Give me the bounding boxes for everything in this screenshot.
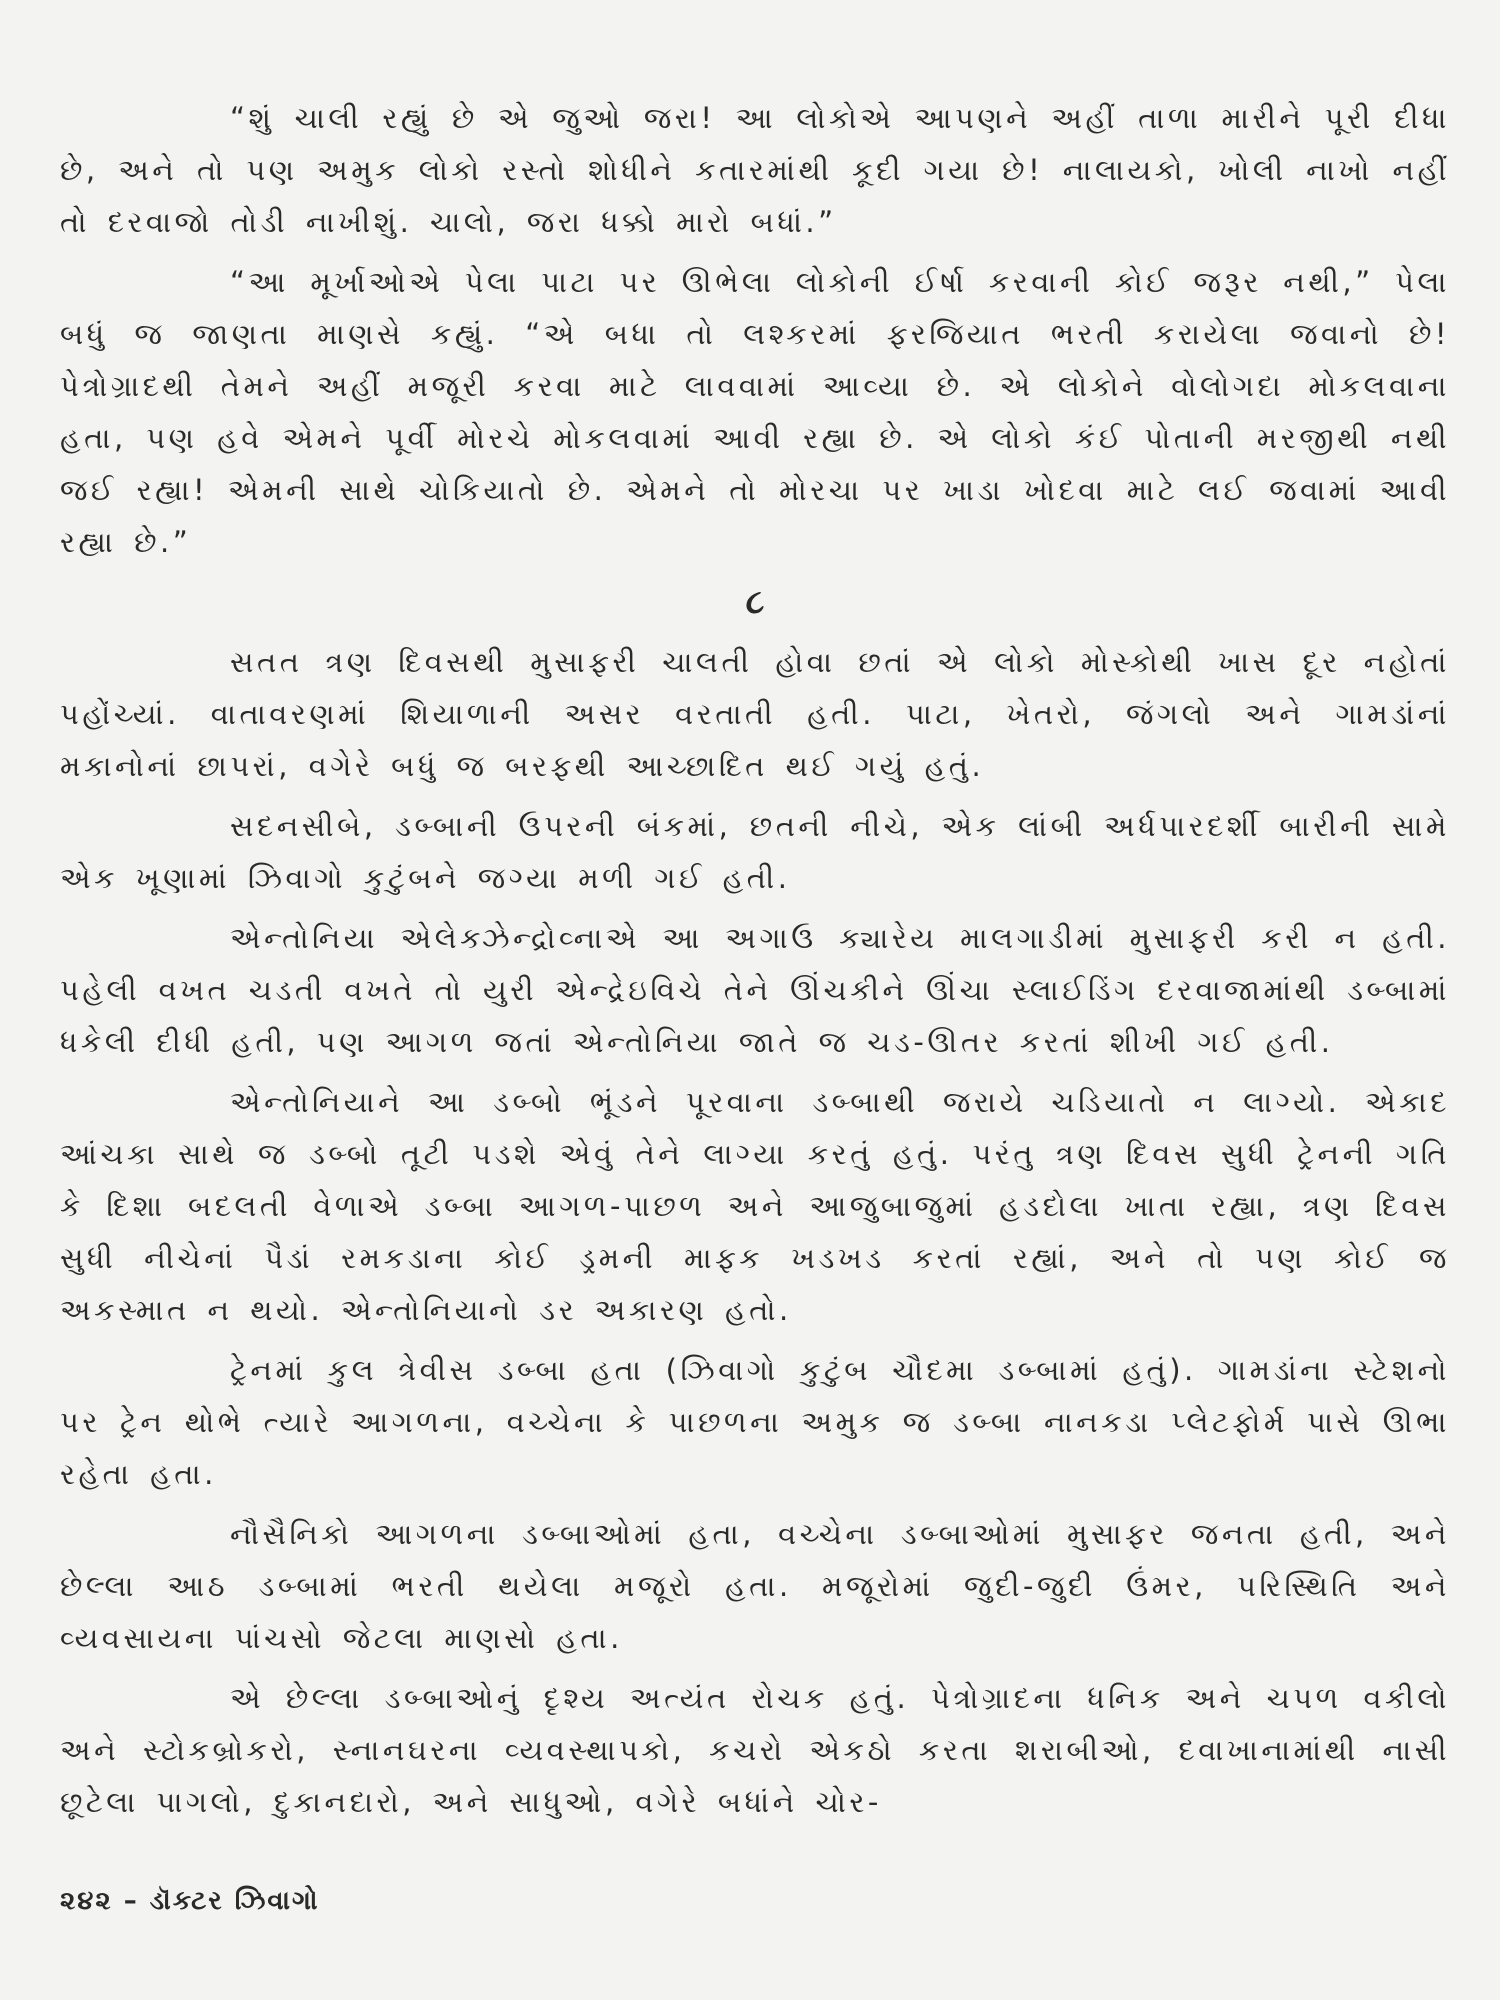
paragraph: નૌસૈનિકો આગળના ડબ્બાઓમાં હતા, વચ્ચેના ડબ્બાઓમાં મુસાફર જનતા હતી, અને છેલ્લા આઠ ડબ્બામાં ભરતી થયેલા મજૂરો હતા. મજૂરોમાં જુદી-જુદી ઉંમર, પરિસ્થિતિ અને વ્યવસાયના પાંચસો જેટલા માણસો હતા. xyxy=(60,1517,1450,1655)
paragraph: સદનસીબે, ડબ્બાની ઉપરની બંકમાં, છતની નીચે, એક લાંબી અર્ધપારદર્શી બારીની સામે એક ખૂણામાં ઝિવાગો કુટુંબને જગ્યા મળી ગઈ હતી. xyxy=(60,809,1450,895)
page-body xyxy=(60,92,1450,1836)
paragraph: “શું ચાલી રહ્યું છે એ જુઓ જરા! આ લોકોએ આપણને અહીં તાળા મારીને પૂરી દીધા છે, અને તો પણ અમુક લોકો રસ્તો શોધીને કતારમાંથી કૂદી ગયા છે! નાલાયકો, ખોલી નાખો નહીં તો દરવાજો તોડી નાખીશું. ચાલો, જરા ધક્કો મારો બધાં.” xyxy=(60,101,1450,239)
paragraph: એન્તોનિયા એલેક્ઝેન્દ્રોવ્નાએ આ અગાઉ ક્યારેય માલગાડીમાં મુસાફરી કરી ન હતી. પહેલી વખત ચડતી વખતે તો યુરી એન્દ્રેઇવિચે તેને ઊંચકીને ઊંચા સ્લાઈડિંગ દરવાજામાંથી ડબ્બામાં ધકેલી દીધી હતી, પણ આગળ જતાં એન્તોનિયા જાતે જ ચડ-ઊતર કરતાં શીખી ગઈ હતી. xyxy=(60,921,1450,1059)
page-footer: ૨૪૨ – ડૉક્ટર ઝિવાગો xyxy=(60,1886,320,1916)
paragraph: ટ્રેનમાં કુલ ત્રેવીસ ડબ્બા હતા (ઝિવાગો કુટુંબ ચૌદમા ડબ્બામાં હતું). ગામડાંના સ્ટેશનો પર ટ્રેન થોભે ત્યારે આગળના, વચ્ચેના કે પાછળના અમુક જ ડબ્બા નાનકડા પ્લેટફોર્મ પાસે ઊભા રહેતા હતા. xyxy=(60,1353,1450,1491)
paragraph: સતત ત્રણ દિવસથી મુસાફરી ચાલતી હોવા છતાં એ લોકો મોસ્કોથી ખાસ દૂર નહોતાં પહોંચ્યાં. વાતાવરણમાં શિયાળાની અસર વરતાતી હતી. પાટા, ખેતરો, જંગલો અને ગામડાંનાં મકાનોનાં છાપરાં, વગેરે બધું જ બરફથી આચ્છાદિત થઈ ગયું હતું. xyxy=(60,645,1450,783)
paragraph: “આ મૂર્ખાઓએ પેલા પાટા પર ઊભેલા લોકોની ઈર્ષા કરવાની કોઈ જરૂર નથી,” પેલા બધું જ જાણતા માણસે કહ્યું. “એ બધા તો લશ્કરમાં ફરજિયાત ભરતી કરાયેલા જવાનો છે! પેત્રોગ્રાદથી તેમને અહીં મજૂરી કરવા માટે લાવવામાં આવ્યા છે. એ લોકોને વોલોગદા મોકલવાના હતા, પણ હવે એમને પૂર્વી મોરચે મોકલવામાં આવી રહ્યા છે. એ લોકો કંઈ પોતાની મરજીથી નથી જઈ રહ્યા! એમની સાથે ચોકિયાતો છે. એમને તો મોરચા પર ખાડા ખોદવા માટે લઈ જવામાં આવી રહ્યા છે.” xyxy=(60,265,1450,559)
paragraph: એ છેલ્લા ડબ્બાઓનું દૃશ્ય અત્યંત રોચક હતું. પેત્રોગ્રાદના ધનિક અને ચપળ વકીલો અને સ્ટોકબ્રોકરો, સ્નાનઘરના વ્યવસ્થાપકો, કચરો એકઠો કરતા શરાબીઓ, દવાખાનામાંથી નાસી છૂટેલા પાગલો, દુકાનદારો, અને સાધુઓ, વગેરે બધાંને ચોર- xyxy=(60,1681,1450,1819)
chapter-number: ૮ xyxy=(745,582,765,622)
paragraph: એન્તોનિયાને આ ડબ્બો ભૂંડને પૂરવાના ડબ્બાથી જરાયે ચડિયાતો ન લાગ્યો. એકાદ આંચકા સાથે જ ડબ્બો તૂટી પડશે એવું તેને લાગ્યા કરતું હતું. પરંતુ ત્રણ દિવસ સુધી ટ્રેનની ગતિ કે દિશા બદલતી વેળાએ ડબ્બા આગળ-પાછળ અને આજુબાજુમાં હડદોલા ખાતા રહ્યા, ત્રણ દિવસ સુધી નીચેનાં પૈડાં રમકડાના કોઈ ડ્રમની માફક ખડખડ કરતાં રહ્યાં, અને તો પણ કોઈ જ અકસ્માત ન થયો. એન્તોનિયાનો ડર અકારણ હતો. xyxy=(60,1085,1450,1327)
